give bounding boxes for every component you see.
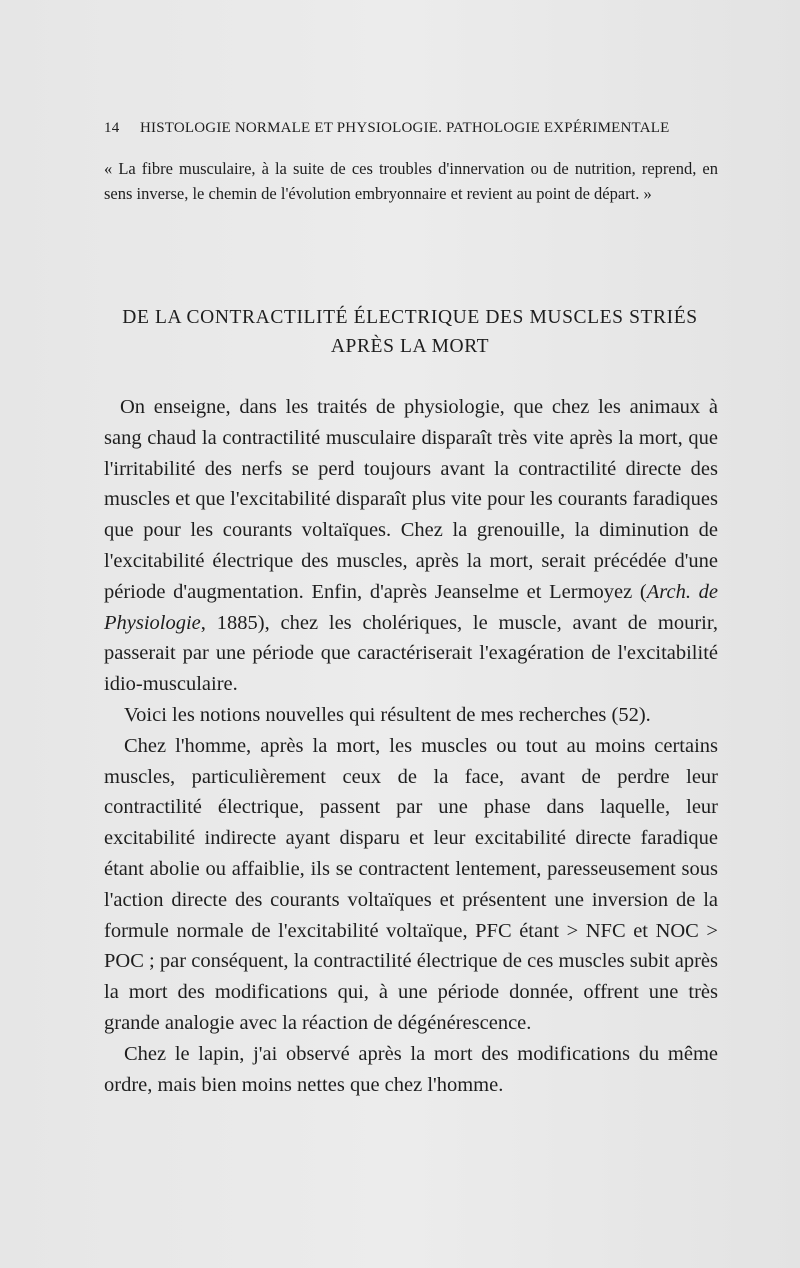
paragraph-3: Chez l'homme, après la mort, les muscles ou tout au moins certains muscles, particulièrement ceux de la face, avant de perdre leur contractilité électrique, passent par une phase dans laquelle, leur excitabilité indirecte ayant disparu et leur excitabilité directe faradique étant abolie ou affaiblie, ils se contractent lentement, paresseusement sous l'action directe des courants voltaïques et présentent une inversion de la formule normale de l'excitabilité voltaïque, PFC étant > NFC et NOC > POC ; par conséquent, la contractilité électrique de ces muscles subit après la mort des modifications qui, à une période donnée, offrent une très grande analogie avec la réaction de dégénérescence. — [104, 734, 718, 1034]
paragraph-1-text-b: , 1885), chez les cholériques, le muscle, avant de mourir, passerait par une période que caractériserait l'exagération de l'excitabilité idio-musculaire. — [104, 611, 718, 696]
journal-citation: Arch. de Physiologie — [104, 580, 718, 634]
section-title-line-2: APRÈS LA MORT — [330, 336, 490, 357]
running-header — [104, 120, 684, 137]
paragraph-2: Voici les notions nouvelles qui résultent de mes recherches (52). — [124, 703, 651, 726]
quoted-passage: « La fibre musculaire, à la suite de ces troubles d'innervation ou de nutrition, reprend, en sens inverse, le chemin de l'évolution embryonnaire et revient au point de départ. » — [104, 159, 718, 203]
paragraph-1 — [104, 392, 718, 700]
section-title — [100, 303, 720, 361]
page-number: 14 — [104, 120, 120, 136]
paragraph-4: Chez le lapin, j'ai observé après la mort des modifications du même ordre, mais bien moins nettes que chez l'homme. — [104, 1042, 718, 1096]
section-title-line-1: DE LA CONTRACTILITÉ ÉLECTRIQUE DES MUSCLES STRIÉS — [122, 307, 698, 328]
paragraph-1-text-a: On enseigne, dans les traités de physiologie, que chez les animaux à sang chaud la contractilité musculaire disparaît très vite après la mort, que l'irritabilité des nerfs se perd toujours avant la contractilité directe des muscles et que l'excitabilité disparaît plus vite pour les courants faradiques que pour les courants voltaïques. Chez la grenouille, la diminution de l'excitabilité électrique des muscles, après la mort, serait précédée d'une période d'augmentation. Enfin, d'après Jeanselme et Lermoyez ( — [104, 396, 718, 603]
running-title: HISTOLOGIE NORMALE ET PHYSIOLOGIE. PATHOLOGIE EXPÉRIMENTALE — [140, 120, 670, 136]
body-text — [104, 392, 718, 1100]
